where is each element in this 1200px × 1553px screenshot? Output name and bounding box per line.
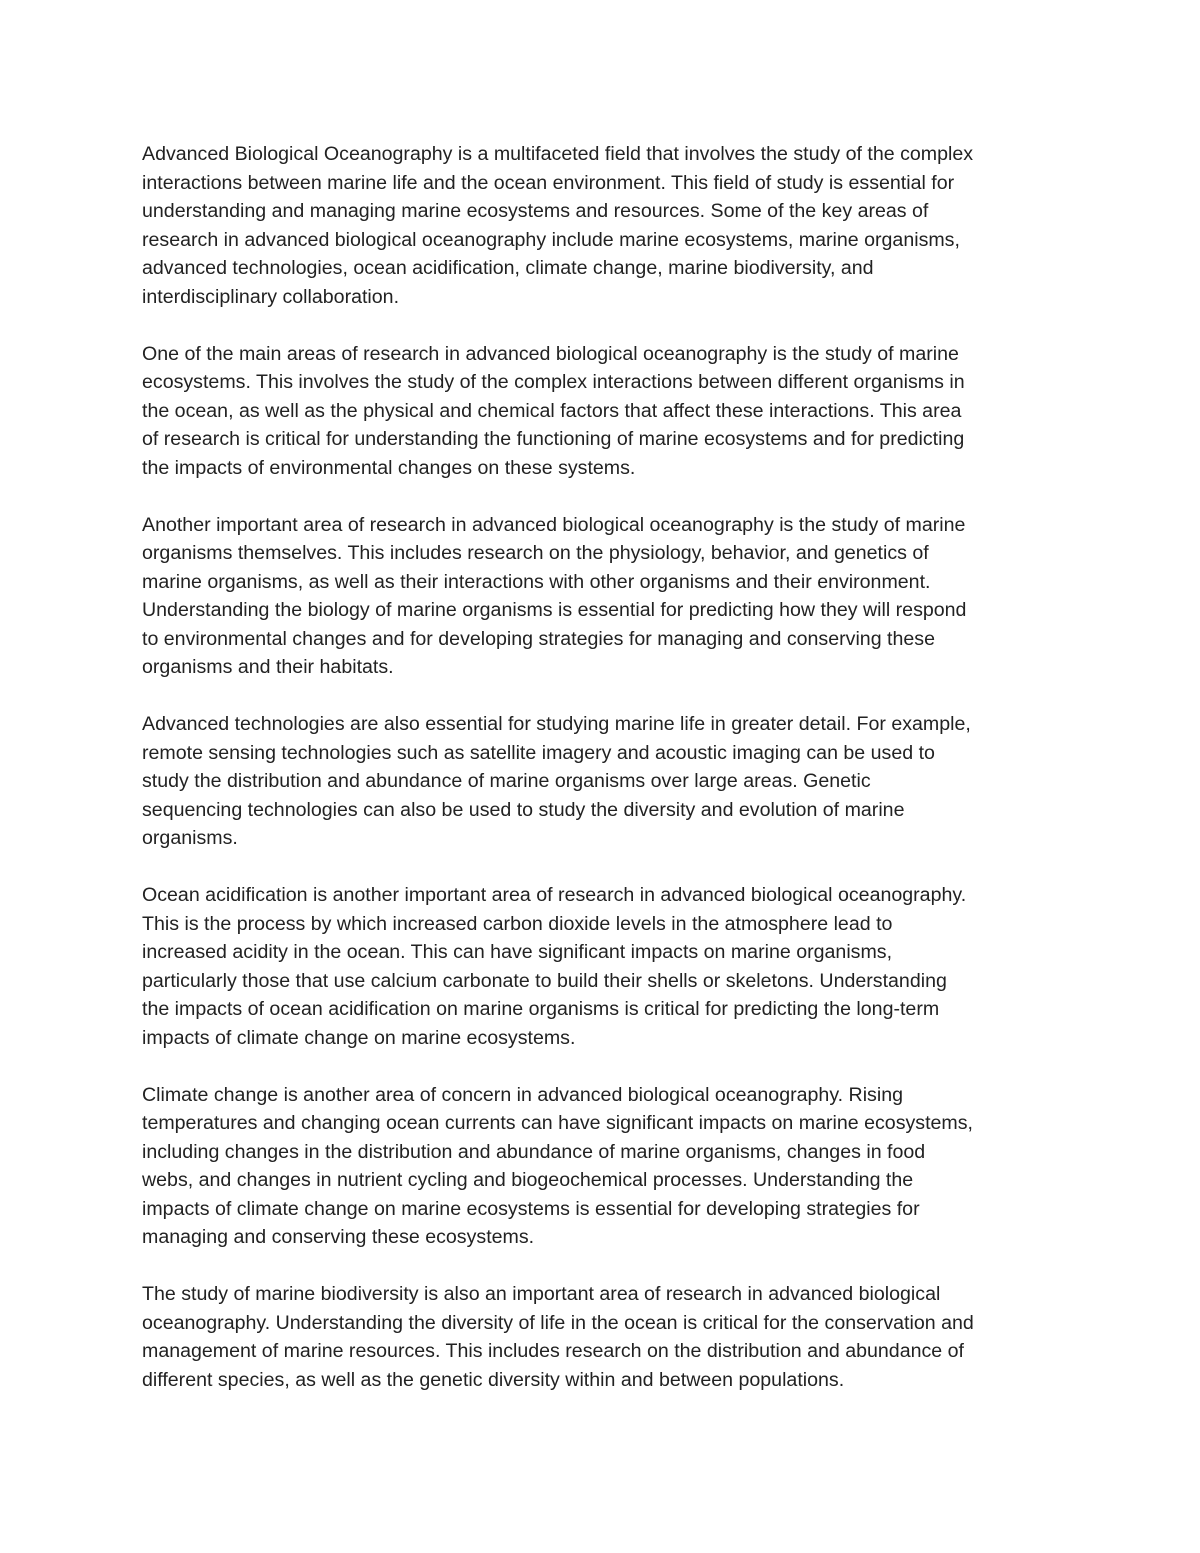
text-line: Advanced technologies are also essential for studying marine life in greater detail. For example, bbox=[142, 713, 971, 735]
paragraph-climate-change bbox=[142, 1081, 1067, 1252]
text-line: Understanding the biology of marine organisms is essential for predicting how they will respond bbox=[142, 599, 967, 621]
text-line: One of the main areas of research in advanced biological oceanography is the study of marine bbox=[142, 342, 959, 365]
text-line: oceanography. Understanding the diversity of life in the ocean is critical for the conservation and bbox=[142, 1311, 974, 1334]
text-line: ecosystems. This involves the study of the complex interactions between different organisms in bbox=[142, 371, 965, 393]
text-line: Climate change is another area of concern in advanced biological oceanography. Rising bbox=[142, 1083, 903, 1106]
text-line: understanding and managing marine ecosystems and resources. Some of the key areas of bbox=[142, 200, 929, 222]
text-line: impacts of climate change on marine ecosystems. bbox=[142, 1026, 576, 1049]
text-line: organisms and their habitats. bbox=[142, 656, 394, 678]
text-line: marine organisms, as well as their interactions with other organisms and their environment. bbox=[142, 570, 931, 593]
paragraph-marine-organisms bbox=[142, 511, 1067, 682]
text-line: management of marine resources. This includes research on the distribution and abundance of bbox=[142, 1340, 964, 1362]
text-line: webs, and changes in nutrient cycling and biogeochemical processes. Understanding the bbox=[142, 1169, 914, 1191]
text-line: Advanced Biological Oceanography is a multifaceted field that involves the study of the complex bbox=[142, 143, 974, 165]
paragraph-marine-ecosystems bbox=[142, 340, 1067, 483]
text-line: Another important area of research in advanced biological oceanography is the study of marine bbox=[142, 513, 966, 536]
paragraph-advanced-technologies bbox=[142, 710, 1067, 853]
text-line: including changes in the distribution and abundance of marine organisms, changes in food bbox=[142, 1140, 926, 1163]
text-line: sequencing technologies can also be used to study the diversity and evolution of marine bbox=[142, 798, 905, 821]
text-line: to environmental changes and for developing strategies for managing and conserving these bbox=[142, 627, 935, 650]
document-body bbox=[142, 140, 1067, 1423]
text-line: increased acidity in the ocean. This can have significant impacts on marine organisms, bbox=[142, 941, 893, 963]
text-line: the impacts of environmental changes on these systems. bbox=[142, 456, 636, 479]
paragraph-intro bbox=[142, 140, 1067, 311]
text-line: remote sensing technologies such as satellite imagery and acoustic imaging can be used to bbox=[142, 741, 935, 764]
text-line: The study of marine biodiversity is also an important area of research in advanced biological bbox=[142, 1283, 941, 1305]
text-line: organisms. bbox=[142, 827, 238, 849]
text-line: Ocean acidification is another important area of research in advanced biological oceanography. bbox=[142, 884, 967, 906]
text-line: interactions between marine life and the ocean environment. This field of study is essential for bbox=[142, 171, 955, 194]
text-line: This is the process by which increased carbon dioxide levels in the atmosphere lead to bbox=[142, 912, 893, 935]
text-line: temperatures and changing ocean currents can have significant impacts on marine ecosystems, bbox=[142, 1112, 973, 1134]
text-line: interdisciplinary collaboration. bbox=[142, 285, 400, 308]
text-line: the impacts of ocean acidification on marine organisms is critical for predicting the long-term bbox=[142, 998, 940, 1020]
text-line: impacts of climate change on marine ecosystems is essential for developing strategies for bbox=[142, 1197, 920, 1220]
text-line: the ocean, as well as the physical and chemical factors that affect these interactions. This area bbox=[142, 399, 962, 422]
text-line: advanced technologies, ocean acidification, climate change, marine biodiversity, and bbox=[142, 257, 874, 279]
text-line: research in advanced biological oceanography include marine ecosystems, marine organisms, bbox=[142, 228, 960, 251]
text-line: managing and conserving these ecosystems. bbox=[142, 1226, 535, 1248]
paragraph-marine-biodiversity bbox=[142, 1280, 1067, 1394]
text-line: organisms themselves. This includes research on the physiology, behavior, and genetics of bbox=[142, 542, 929, 564]
paragraph-ocean-acidification bbox=[142, 881, 1067, 1052]
text-line: of research is critical for understanding the functioning of marine ecosystems and for predicting bbox=[142, 428, 965, 450]
text-line: particularly those that use calcium carbonate to build their shells or skeletons. Understanding bbox=[142, 969, 947, 992]
text-line: different species, as well as the genetic diversity within and between populations. bbox=[142, 1368, 845, 1391]
text-line: study the distribution and abundance of marine organisms over large areas. Genetic bbox=[142, 770, 871, 792]
